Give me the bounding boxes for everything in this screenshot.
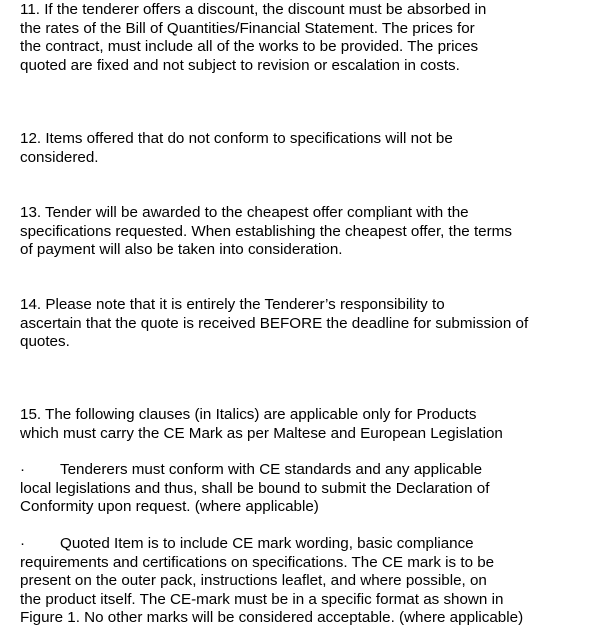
clause-line: 13. Tender will be awarded to the cheapest offer compliant with the [20,204,469,221]
clause-14 [20,296,600,352]
clause-line: considered. [20,148,99,166]
clause-line: the rates of the Bill of Quantities/Financial Statement. The prices for [20,19,475,37]
clause-15 [20,406,600,443]
bullet-first-line [20,461,600,480]
bullet-ce-mark-wording [20,535,600,628]
clause-line: 14. Please note that it is entirely the Tenderer’s responsibility to [20,296,445,313]
bullet-ce-standards [20,461,600,517]
bullet-line: requirements and certifications on specifications. The CE mark is to be [20,553,495,571]
clause-line: of payment will also be taken into consideration. [20,241,343,258]
clause-line: the contract, must include all of the works to be provided. The prices [20,38,479,55]
clause-11 [20,1,600,75]
bullet-line: local legislations and thus, shall be bound to submit the Declaration of [20,479,490,497]
clause-line: 12. Items offered that do not conform to specifications will not be [20,130,453,147]
clause-line: 11. If the tenderer offers a discount, the discount must be absorbed in [20,1,487,18]
clause-line: which must carry the CE Mark as per Maltese and European Legislation [20,424,503,442]
bullet-line: Conformity upon request. (where applicable) [20,498,319,515]
bullet-first-line [20,535,600,554]
clause-line: ascertain that the quote is received BEFORE the deadline for submission of [20,314,529,332]
clause-line: quotes. [20,333,70,350]
bullet-line: the product itself. The CE-mark must be in a specific format as shown in [20,590,504,608]
bullet-marker: · [20,535,26,552]
clause-12 [20,130,600,167]
clause-line: 15. The following clauses (in Italics) are applicable only for Products [20,406,477,423]
bullet-line: Figure 1. No other marks will be considered acceptable. (where applicable) [20,609,524,626]
clause-line: quoted are fixed and not subject to revision or escalation in costs. [20,56,460,74]
bullet-line: Quoted Item is to include CE mark wording, basic compliance [60,535,474,552]
clause-line: specifications requested. When establishing the cheapest offer, the terms [20,222,512,240]
clause-13 [20,204,600,260]
bullet-marker: · [20,461,26,478]
bullet-line: Tenderers must conform with CE standards and any applicable [60,461,483,478]
bullet-line: present on the outer pack, instructions leaflet, and where possible, on [20,572,487,589]
